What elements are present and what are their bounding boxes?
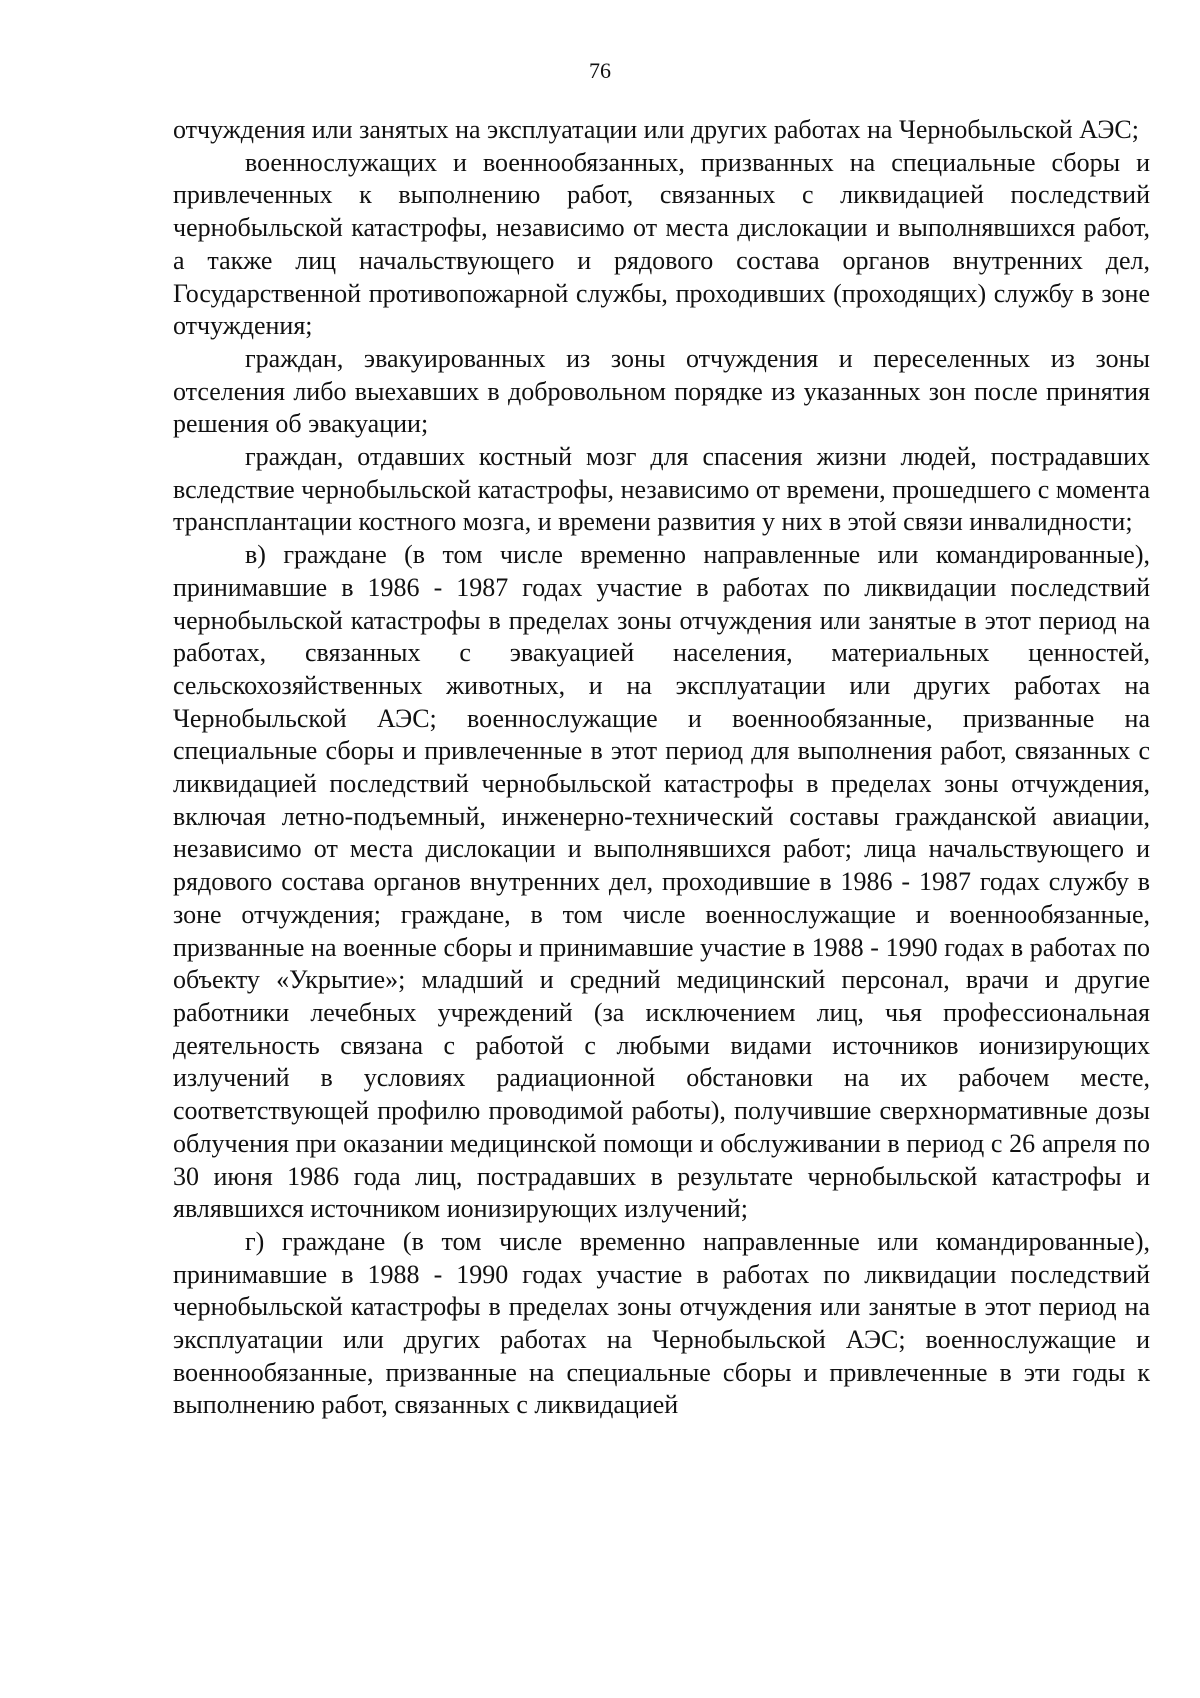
document-body [173, 114, 1150, 1422]
paragraph-6: г) граждане (в том числе временно направленные или командированные), принимавшие в 1988 - 1990 годах участие в работах по ликвидации последствий чернобыльской катастрофы в пределах зоны отчуждения или занятые в этот период на эксплуатации или других работах на Чернобыльской АЭС; военнослужащие и военнообязанные, призванные на специальные сборы и привлеченные в эти годы к выполнению работ, связанных с ликвидацией [173, 1226, 1150, 1420]
page-number: 76 [589, 58, 611, 83]
paragraph-5: в) граждане (в том числе временно направленные или командированные), принимавшие в 1986 - 1987 годах участие в работах по ликвидации последствий чернобыльской катастрофы в пределах зоны отчуждения или занятые в этот период на работах, связанных с эвакуацией населения, материальных ценностей, сельскохозяйственных животных, и на эксплуатации или других работах на Чернобыльской АЭС; военнослужащие и военнообязанные, призванные на специальные сборы и привлеченные в этот период для выполнения работ, связанных с ликвидацией последствий чернобыльской катастрофы в пределах зоны отчуждения, включая летно-подъемный, инженерно-технический составы гражданской авиации, независимо от места дислокации и выполнявшихся работ; лица начальствующего и рядового состава органов внутренних дел, проходившие в 1986 - 1987 годах службу в зоне отчуждения; граждане, в том числе военнослужащие и военнообязанные, призванные на военные сборы и принимавшие участие в 1988 - 1990 годах в работах по объекту «Укрытие»; младший и средний медицинский персонал, врачи и другие работники лечебных учреждений (за исключением лиц, чья профессиональная деятельность связана с работой с любыми видами источников ионизирующих излучений в условиях радиационной обстановки на их рабочем месте, соответствующей профилю проводимой работы), получившие сверхнормативные дозы облучения при оказании медицинской помощи и обслуживании в период с 26 апреля по 30 июня 1986 года лиц, пострадавших в результате чернобыльской катастрофы и являвшихся источником ионизирующих излучений; [173, 540, 1150, 1224]
paragraph-4: граждан, отдавших костный мозг для спасения жизни людей, пострадавших вследствие чернобыльской катастрофы, независимо от времени, прошедшего с момента трансплантации костного мозга, и времени развития у них в этой связи инвалидности; [173, 442, 1150, 537]
paragraph-2: военнослужащих и военнообязанных, призванных на специальные сборы и привлеченных к выполнению работ, связанных с ликвидацией последствий чернобыльской катастрофы, независимо от места дислокации и выполнявшихся работ, а также лиц начальствующего и рядового состава органов внутренних дел, Государственной противопожарной службы, проходивших (проходящих) службу в зоне отчуждения; [173, 147, 1150, 341]
paragraph-1: отчуждения или занятых на эксплуатации или других работах на Чернобыльской АЭС; [173, 115, 1139, 144]
paragraph-3: граждан, эвакуированных из зоны отчуждения и переселенных из зоны отселения либо выехавших в добровольном порядке из указанных зон после принятия решения об эвакуации; [173, 343, 1150, 439]
